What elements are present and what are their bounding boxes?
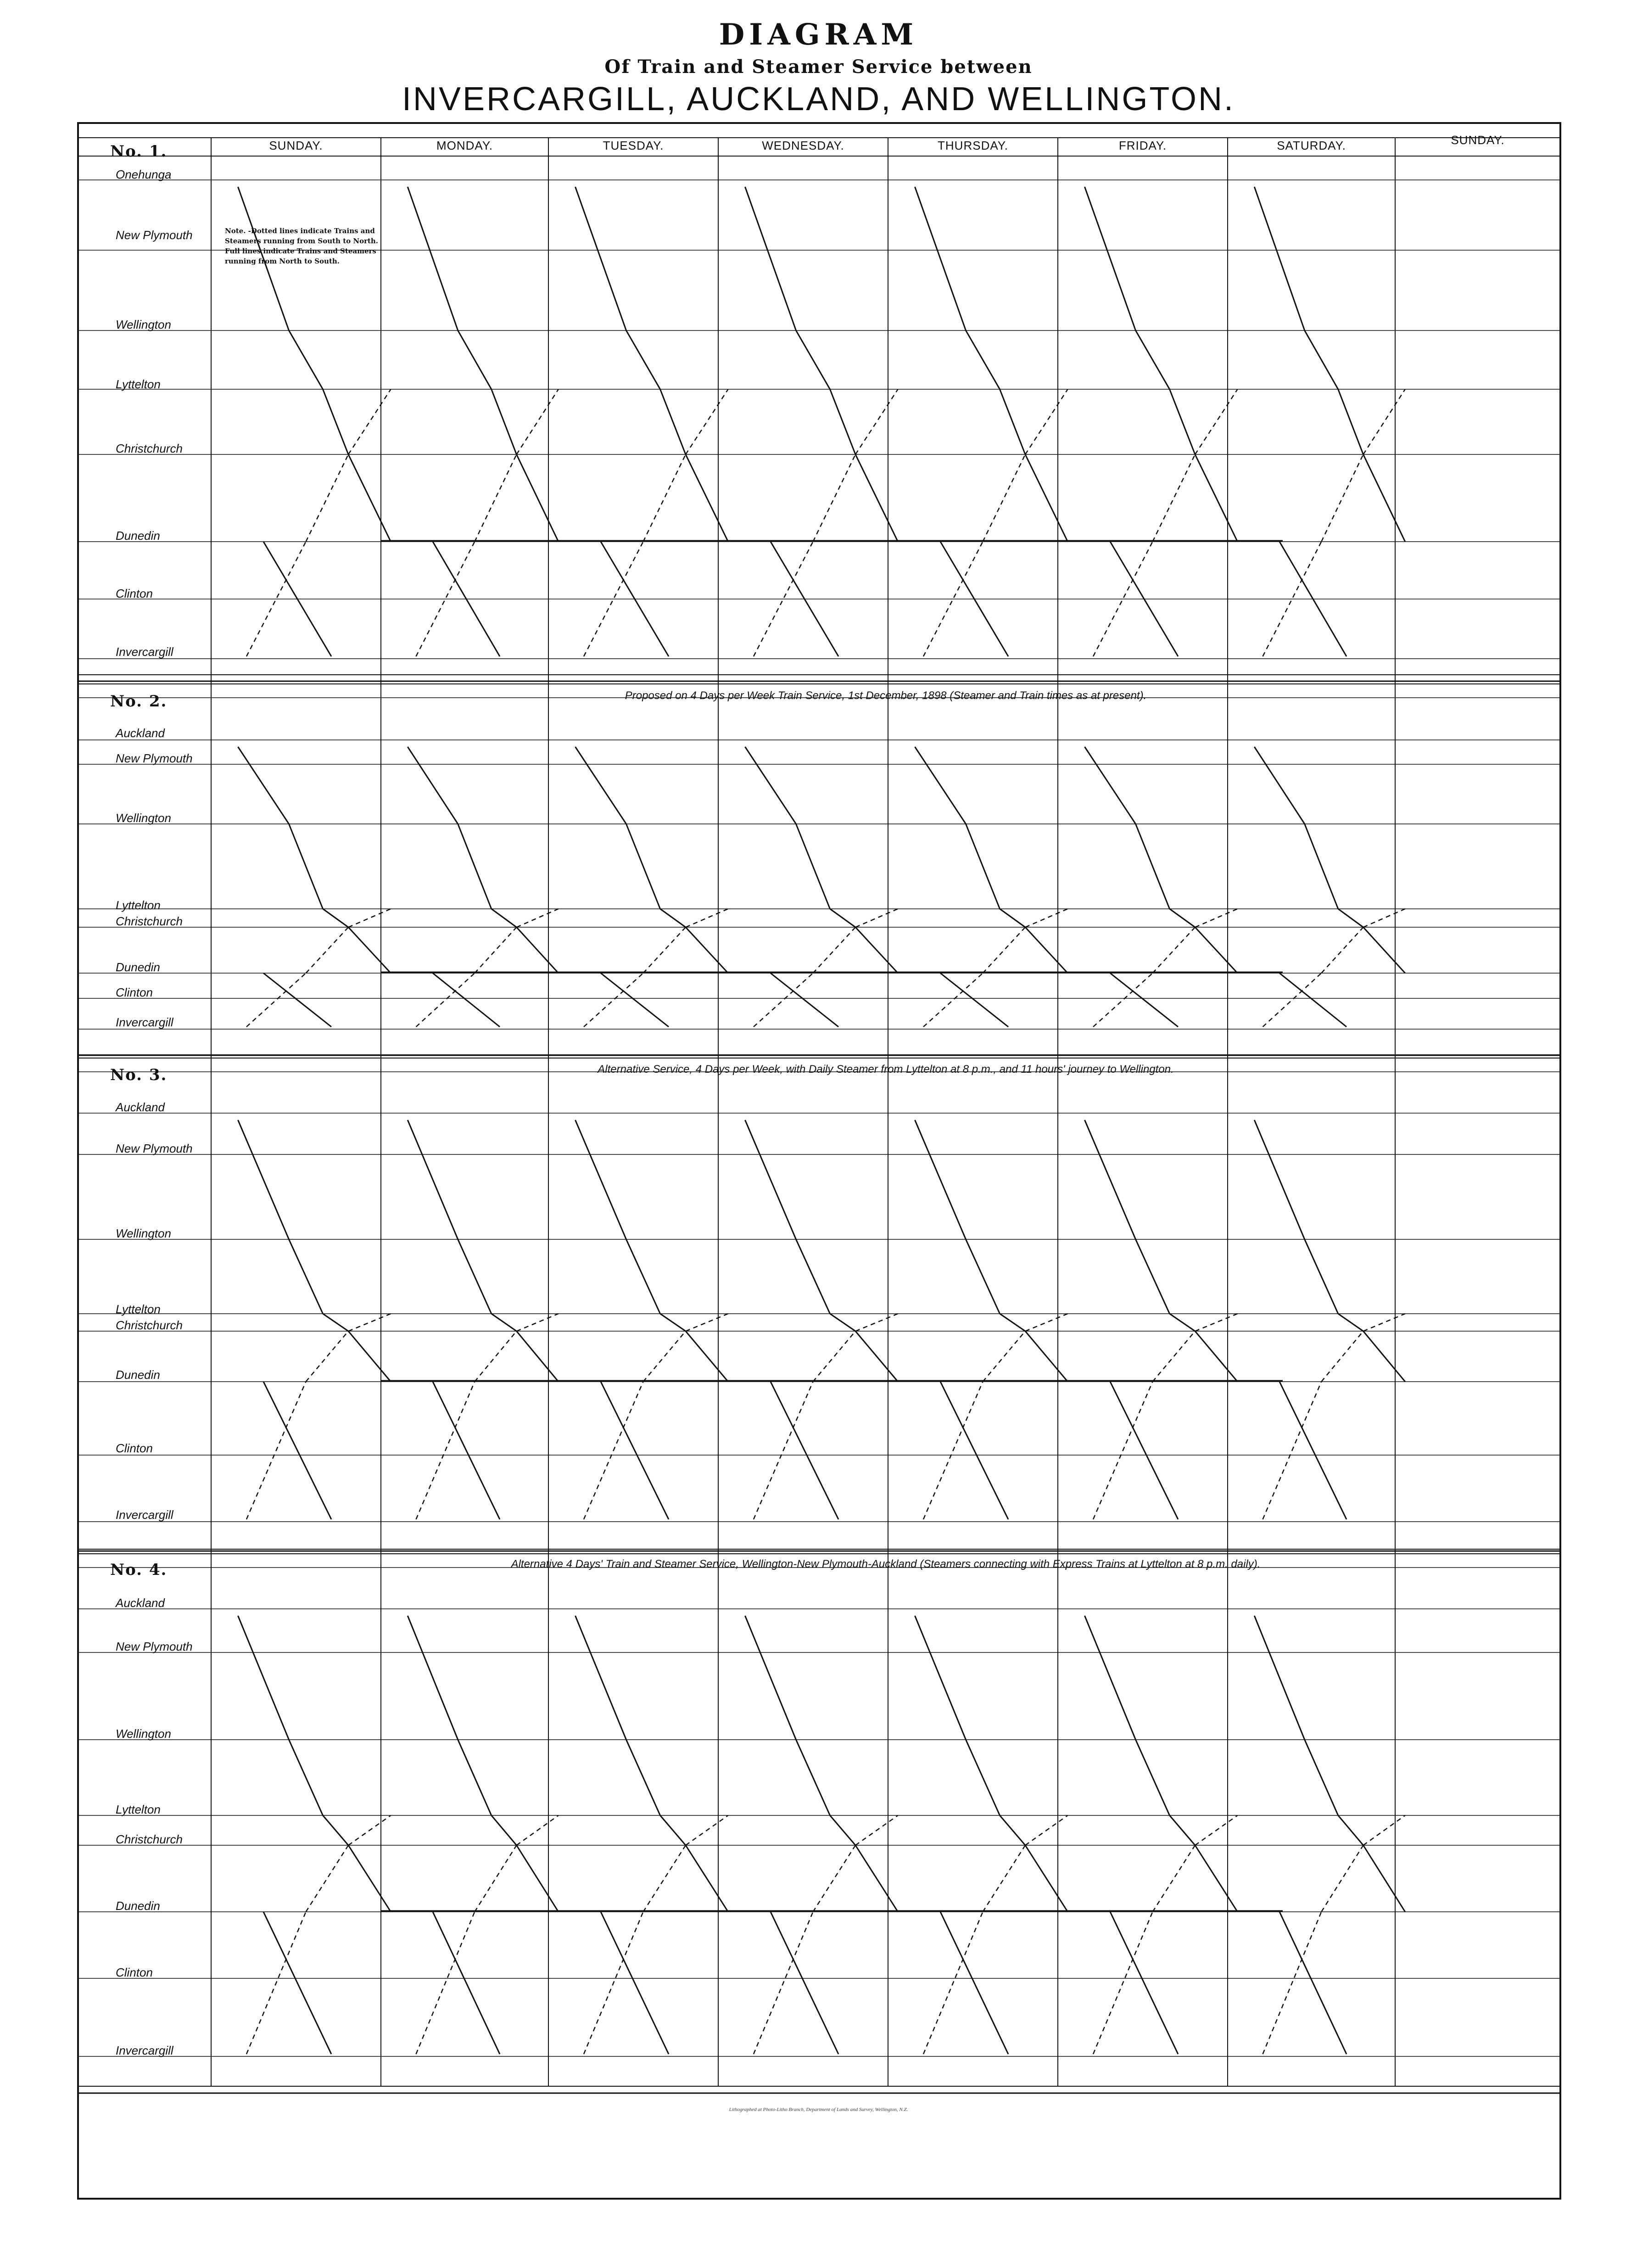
southbound-service-line bbox=[1136, 824, 1170, 909]
panel-3-station-wellington: Wellington bbox=[116, 1226, 171, 1240]
southbound-service-line bbox=[348, 1845, 391, 1912]
northbound-service-line bbox=[306, 454, 349, 542]
diagram-title: DIAGRAM bbox=[719, 17, 918, 52]
panel-1-station-onehunga: Onehunga bbox=[116, 168, 172, 181]
northbound-service-line bbox=[643, 1845, 686, 1912]
southbound-service-line bbox=[1305, 330, 1338, 389]
southbound-service-line bbox=[1085, 1616, 1136, 1740]
southbound-service-line bbox=[830, 389, 856, 454]
southbound-service-line bbox=[1000, 1314, 1026, 1331]
northbound-service-line bbox=[855, 1815, 898, 1845]
southbound-service-line bbox=[575, 747, 626, 824]
day-header-tuesday: TUESDAY. bbox=[603, 139, 664, 152]
northbound-service-line bbox=[517, 389, 559, 454]
southbound-service-line bbox=[745, 187, 796, 330]
panel-3-caption: Alternative Service, 4 Days per Week, with Daily Steamer from Lyttelton at 8 p.m., and 11 hours' journey to Wellington. bbox=[598, 1063, 1174, 1075]
southbound-service-line bbox=[492, 909, 517, 927]
southbound-service-line bbox=[1195, 927, 1238, 973]
panel-3-station-new-plymouth: New Plymouth bbox=[116, 1142, 193, 1155]
southbound-service-line bbox=[323, 1815, 349, 1845]
northbound-service-line bbox=[813, 1845, 856, 1912]
southbound-service-line bbox=[1000, 389, 1026, 454]
southbound-service-line bbox=[433, 1912, 500, 2054]
day-header-thursday: THURSDAY. bbox=[938, 139, 1008, 152]
southbound-service-line bbox=[626, 824, 660, 909]
southbound-service-line bbox=[408, 1616, 458, 1740]
southbound-service-line bbox=[289, 330, 323, 389]
panel-1-station-lyttelton: Lyttelton bbox=[116, 377, 161, 391]
panel-2-caption: Proposed on 4 Days per Week Train Service, 1st December, 1898 (Steamer and Train times as at present). bbox=[625, 689, 1147, 702]
southbound-service-line bbox=[1000, 909, 1026, 927]
southbound-service-line bbox=[289, 1740, 323, 1815]
southbound-service-line bbox=[855, 1845, 898, 1912]
northbound-service-line bbox=[983, 1331, 1026, 1382]
panel-4-station-wellington: Wellington bbox=[116, 1727, 171, 1741]
southbound-service-line bbox=[1110, 1912, 1178, 2054]
southbound-service-line bbox=[1025, 1331, 1068, 1382]
southbound-service-line bbox=[1025, 1845, 1068, 1912]
southbound-service-line bbox=[626, 1740, 660, 1815]
southbound-service-line bbox=[915, 1120, 966, 1239]
southbound-service-line bbox=[1085, 1120, 1136, 1239]
southbound-service-line bbox=[915, 1616, 966, 1740]
southbound-service-line bbox=[915, 187, 966, 330]
southbound-service-line bbox=[855, 454, 898, 542]
southbound-service-line bbox=[1363, 1845, 1405, 1912]
southbound-service-line bbox=[1170, 909, 1196, 927]
southbound-service-line bbox=[492, 389, 517, 454]
southbound-service-line bbox=[1363, 1331, 1405, 1382]
northbound-service-line bbox=[306, 1845, 349, 1912]
southbound-service-line bbox=[1025, 454, 1068, 542]
northbound-service-line bbox=[686, 389, 728, 454]
southbound-service-line bbox=[1085, 747, 1136, 824]
southbound-service-line bbox=[966, 1740, 1000, 1815]
northbound-service-line bbox=[475, 1845, 516, 1912]
panel-4-station-invercargill: Invercargill bbox=[116, 2044, 173, 2057]
northbound-service-line bbox=[855, 909, 898, 927]
southbound-service-line bbox=[492, 1314, 517, 1331]
northbound-service-line bbox=[517, 909, 559, 927]
southbound-service-line bbox=[408, 187, 458, 330]
northbound-service-line bbox=[348, 389, 391, 454]
southbound-service-line bbox=[1254, 187, 1305, 330]
northbound-service-line bbox=[1363, 389, 1405, 454]
southbound-service-line bbox=[348, 454, 391, 542]
northbound-service-line bbox=[855, 389, 898, 454]
panel-3-station-clinton: Clinton bbox=[116, 1441, 153, 1455]
southbound-service-line bbox=[660, 389, 686, 454]
southbound-service-line bbox=[686, 927, 728, 973]
southbound-service-line bbox=[408, 1120, 458, 1239]
southbound-service-line bbox=[517, 1845, 559, 1912]
southbound-service-line bbox=[1136, 1239, 1170, 1314]
southbound-service-line bbox=[745, 747, 796, 824]
southbound-service-line bbox=[796, 330, 830, 389]
southbound-service-line bbox=[1000, 1815, 1026, 1845]
northbound-service-line bbox=[475, 1331, 516, 1382]
northbound-service-line bbox=[1153, 1331, 1196, 1382]
panel-2-station-dunedin: Dunedin bbox=[116, 960, 160, 974]
panel-1-station-wellington: Wellington bbox=[116, 318, 171, 331]
northbound-service-line bbox=[813, 927, 856, 973]
northbound-service-line bbox=[1195, 1314, 1238, 1331]
panel-2-number: No. 2. bbox=[110, 692, 168, 711]
southbound-service-line bbox=[1170, 1815, 1196, 1845]
southbound-service-line bbox=[238, 1616, 289, 1740]
northbound-service-line bbox=[1363, 1314, 1405, 1331]
southbound-service-line bbox=[1305, 1239, 1338, 1314]
southbound-service-line bbox=[830, 1815, 856, 1845]
southbound-service-line bbox=[966, 330, 1000, 389]
southbound-service-line bbox=[575, 1120, 626, 1239]
southbound-service-line bbox=[1195, 1331, 1238, 1382]
northbound-service-line bbox=[1025, 1815, 1068, 1845]
northbound-service-line bbox=[686, 1815, 728, 1845]
northbound-service-line bbox=[643, 454, 686, 542]
southbound-service-line bbox=[940, 1912, 1008, 2054]
southbound-service-line bbox=[348, 1331, 391, 1382]
panel-3-station-lyttelton: Lyttelton bbox=[116, 1302, 161, 1316]
northbound-service-line bbox=[1363, 909, 1405, 927]
footer-imprint: Lithographed at Photo-Litho Branch, Department of Lands and Survey, Wellington, N.Z. bbox=[729, 2107, 908, 2112]
southbound-service-line bbox=[626, 330, 660, 389]
southbound-service-line bbox=[1305, 824, 1338, 909]
southbound-service-line bbox=[796, 824, 830, 909]
day-header-sunday: SUNDAY. bbox=[269, 139, 323, 152]
panel-4-station-dunedin: Dunedin bbox=[116, 1899, 160, 1913]
northbound-service-line bbox=[983, 927, 1026, 973]
southbound-service-line bbox=[601, 1912, 669, 2054]
northbound-service-line bbox=[1195, 1815, 1238, 1845]
southbound-service-line bbox=[686, 1845, 728, 1912]
southbound-service-line bbox=[626, 1239, 660, 1314]
day-header-monday: MONDAY. bbox=[436, 139, 493, 152]
northbound-service-line bbox=[1321, 1331, 1363, 1382]
northbound-service-line bbox=[1195, 909, 1238, 927]
northbound-service-line bbox=[1363, 1815, 1405, 1845]
southbound-service-line bbox=[517, 927, 559, 973]
day-header-friday: FRIDAY. bbox=[1118, 139, 1167, 152]
panel-4-station-clinton: Clinton bbox=[116, 1966, 153, 1979]
northbound-service-line bbox=[813, 1331, 856, 1382]
southbound-service-line bbox=[238, 747, 289, 824]
southbound-service-line bbox=[492, 1815, 517, 1845]
panel-1-note: Note. -Dotted lines indicate Trains and Steamers running from South to North. Full lines indicate Trains and Steamers running from North to South. bbox=[225, 227, 379, 265]
panel-2-station-auckland: Auckland bbox=[116, 726, 165, 740]
day-header-sunday-2: SUNDAY. bbox=[1451, 133, 1505, 147]
southbound-service-line bbox=[1170, 389, 1196, 454]
panel-4-caption: Alternative 4 Days' Train and Steamer Service, Wellington-New Plymouth-Auckland (Steamers connecting with Express Trains at Lyttelton at 8 p.m. daily). bbox=[511, 1558, 1261, 1570]
northbound-service-line bbox=[475, 454, 516, 542]
southbound-service-line bbox=[771, 1912, 838, 2054]
southbound-service-line bbox=[660, 1815, 686, 1845]
southbound-service-line bbox=[1338, 1314, 1363, 1331]
southbound-service-line bbox=[458, 1740, 492, 1815]
northbound-service-line bbox=[306, 927, 349, 973]
southbound-service-line bbox=[855, 927, 898, 973]
northbound-service-line bbox=[1195, 389, 1238, 454]
southbound-service-line bbox=[915, 747, 966, 824]
southbound-service-line bbox=[458, 1239, 492, 1314]
southbound-service-line bbox=[686, 454, 728, 542]
panel-3-station-dunedin: Dunedin bbox=[116, 1368, 160, 1382]
northbound-service-line bbox=[1025, 1314, 1068, 1331]
southbound-service-line bbox=[1195, 1845, 1238, 1912]
northbound-service-line bbox=[983, 454, 1026, 542]
northbound-service-line bbox=[1153, 1845, 1196, 1912]
panel-2-station-invercargill: Invercargill bbox=[116, 1015, 173, 1029]
northbound-service-line bbox=[813, 454, 856, 542]
day-header-saturday: SATURDAY. bbox=[1277, 139, 1346, 152]
panel-3-station-christchurch: Christchurch bbox=[116, 1318, 183, 1332]
southbound-service-line bbox=[1136, 330, 1170, 389]
southbound-service-line bbox=[1254, 1616, 1305, 1740]
southbound-service-line bbox=[323, 389, 349, 454]
panel-1-station-invercargill: Invercargill bbox=[116, 645, 173, 659]
southbound-service-line bbox=[1338, 909, 1363, 927]
northbound-service-line bbox=[1321, 1845, 1363, 1912]
panel-1-station-new-plymouth: New Plymouth bbox=[116, 228, 193, 242]
northbound-service-line bbox=[686, 1314, 728, 1331]
southbound-service-line bbox=[1085, 187, 1136, 330]
northbound-service-line bbox=[348, 1815, 391, 1845]
northbound-service-line bbox=[983, 1845, 1026, 1912]
southbound-service-line bbox=[348, 927, 391, 973]
southbound-service-line bbox=[1338, 389, 1363, 454]
panel-4-station-auckland: Auckland bbox=[116, 1596, 165, 1610]
southbound-service-line bbox=[1363, 454, 1405, 542]
panel-3-station-invercargill: Invercargill bbox=[116, 1508, 173, 1522]
northbound-service-line bbox=[643, 1331, 686, 1382]
southbound-service-line bbox=[1363, 927, 1405, 973]
northbound-service-line bbox=[517, 1314, 559, 1331]
northbound-service-line bbox=[517, 1815, 559, 1845]
diagram-places-title: INVERCARGILL, AUCKLAND, AND WELLINGTON. bbox=[402, 81, 1235, 118]
northbound-service-line bbox=[348, 1314, 391, 1331]
southbound-service-line bbox=[1279, 1912, 1346, 2054]
southbound-service-line bbox=[289, 824, 323, 909]
panel-1-station-dunedin: Dunedin bbox=[116, 529, 160, 543]
northbound-service-line bbox=[1321, 927, 1363, 973]
southbound-service-line bbox=[323, 909, 349, 927]
panel-4-station-lyttelton: Lyttelton bbox=[116, 1803, 161, 1816]
southbound-service-line bbox=[1136, 1740, 1170, 1815]
panel-1-station-clinton: Clinton bbox=[116, 587, 153, 600]
southbound-service-line bbox=[575, 187, 626, 330]
panel-2-station-christchurch: Christchurch bbox=[116, 914, 183, 928]
panel-1-station-christchurch: Christchurch bbox=[116, 442, 183, 455]
southbound-service-line bbox=[408, 747, 458, 824]
northbound-service-line bbox=[855, 1314, 898, 1331]
southbound-service-line bbox=[289, 1239, 323, 1314]
panel-3-station-auckland: Auckland bbox=[116, 1100, 165, 1114]
southbound-service-line bbox=[517, 454, 559, 542]
northbound-service-line bbox=[643, 927, 686, 973]
panel-4-station-christchurch: Christchurch bbox=[116, 1832, 183, 1846]
southbound-service-line bbox=[458, 824, 492, 909]
northbound-service-line bbox=[686, 909, 728, 927]
panel-2-station-lyttelton: Lyttelton bbox=[116, 898, 161, 912]
southbound-service-line bbox=[263, 1912, 331, 2054]
day-header-wednesday: WEDNESDAY. bbox=[762, 139, 844, 152]
northbound-service-line bbox=[1025, 389, 1068, 454]
southbound-service-line bbox=[458, 330, 492, 389]
southbound-service-line bbox=[517, 1331, 559, 1382]
panel-4-number: No. 4. bbox=[110, 1561, 168, 1579]
northbound-service-line bbox=[475, 927, 516, 973]
southbound-service-line bbox=[745, 1120, 796, 1239]
southbound-service-line bbox=[1025, 927, 1068, 973]
southbound-service-line bbox=[1254, 747, 1305, 824]
southbound-service-line bbox=[660, 1314, 686, 1331]
southbound-service-line bbox=[966, 824, 1000, 909]
panel-2-station-wellington: Wellington bbox=[116, 811, 171, 825]
southbound-service-line bbox=[686, 1331, 728, 1382]
panel-1-number: No. 1. bbox=[110, 142, 168, 161]
southbound-service-line bbox=[1195, 454, 1238, 542]
southbound-service-line bbox=[238, 1120, 289, 1239]
southbound-service-line bbox=[830, 909, 856, 927]
southbound-service-line bbox=[1254, 1120, 1305, 1239]
northbound-service-line bbox=[306, 1331, 349, 1382]
panel-2-station-clinton: Clinton bbox=[116, 986, 153, 999]
southbound-service-line bbox=[966, 1239, 1000, 1314]
southbound-service-line bbox=[575, 1616, 626, 1740]
southbound-service-line bbox=[830, 1314, 856, 1331]
southbound-service-line bbox=[323, 1314, 349, 1331]
southbound-service-line bbox=[855, 1331, 898, 1382]
northbound-service-line bbox=[1025, 909, 1068, 927]
southbound-service-line bbox=[660, 909, 686, 927]
southbound-service-line bbox=[1305, 1740, 1338, 1815]
southbound-service-line bbox=[796, 1239, 830, 1314]
southbound-service-line bbox=[796, 1740, 830, 1815]
panel-4-station-new-plymouth: New Plymouth bbox=[116, 1640, 193, 1653]
southbound-service-line bbox=[1170, 1314, 1196, 1331]
panel-3-number: No. 3. bbox=[110, 1066, 168, 1084]
southbound-service-line bbox=[1338, 1815, 1363, 1845]
northbound-service-line bbox=[1321, 454, 1363, 542]
panel-2-station-new-plymouth: New Plymouth bbox=[116, 751, 193, 765]
northbound-service-line bbox=[1153, 927, 1196, 973]
southbound-service-line bbox=[745, 1616, 796, 1740]
outer-frame bbox=[78, 123, 1560, 2199]
northbound-service-line bbox=[348, 909, 391, 927]
diagram-subtitle: Of Train and Steamer Service between bbox=[604, 56, 1033, 78]
northbound-service-line bbox=[1153, 454, 1196, 542]
